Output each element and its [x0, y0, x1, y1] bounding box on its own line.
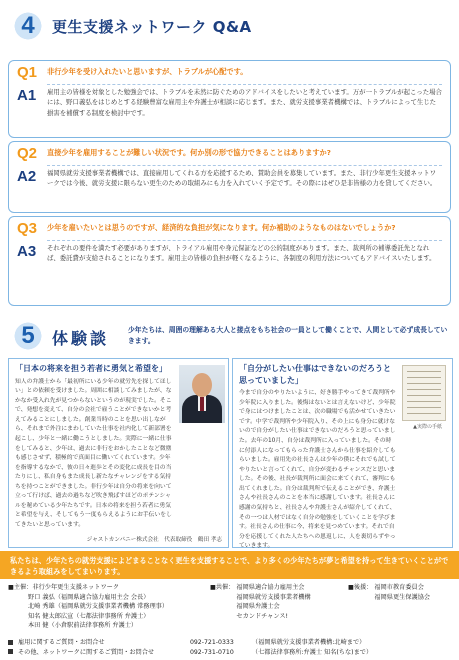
cosponsor-column [210, 583, 330, 621]
supporter-item: 福岡市教育委員会 [374, 584, 424, 591]
organizer-item: 北崎 秀雄（福岡県就労支援事業者機構 常務理事） [28, 603, 169, 611]
section-4-header [10, 10, 252, 42]
question-text: 少年を雇いたいとは思うのですが、経済的な負担が気になります。何か補助のようなものはないでしょうか? [47, 223, 396, 232]
testimonial-employer [8, 358, 229, 548]
organizer-item: 知名 健太郎広宣（七都法律事務所 弁護士） [28, 612, 150, 620]
a-label: A2 [17, 168, 37, 185]
a-label: A3 [17, 243, 37, 260]
contact-label: 雇用に関するご質問・お問合せ [17, 639, 105, 646]
organizer-column [8, 583, 208, 631]
appeal-banner [0, 551, 459, 579]
organizer-label: ■主催：非行少年更生支援ネットワーク [8, 584, 120, 591]
q-label: Q1 [17, 64, 38, 81]
answer-text: それぞれの要件を満たす必要がありますが、トライアル雇用や身元保証などの公的制度があります。また、裁判所の補導委託先となれば、委託費が支給されることになります。雇用主の皆様の負担が軽くなるように、各制度の利用方法についてもアドバイスいたします。 [47, 244, 436, 263]
supporter-column [348, 583, 454, 602]
testimonial-body: 知人の弁護士から「最初所にいる少年の就労先を探してほしい」との依頼を受けました。周囲に相談してみましたが、なかなか受入れ先が見つからないというのが現実でした。そこで、発想を変えて、自分の会社で雇うことができないかと考えてみることにしました。創業当時のことを思い出しながら、それまで外注にまわしていた仕事を社内化して新部署を起こし、少年と一緒に働こうとしました。実際に一緒に仕事をしてみると、少年は、過去に非行をおかしたことなど微塵も感じさせず、積極的で真面目に働いてくれています。少年を指導するなかで、彼の日々進歩とその変化に成長を目の当たりにし、私自身もまた成長し新たなチャレンジをする気持ちを持つことができました。非行少年は自分の将来を向いて立って行けば、過去の過ちなど吹き飛ばすほどのポテンシャルを秘めている少年たちです。日本の将来を担う若者に勇気と希望を与え、そしてもう一度もらえるようにお手伝いをしてきたいと思っています。 [15, 378, 172, 529]
cosponsor-label: ■共催： [210, 584, 235, 591]
answer-text: 雇用主の皆様を対象とした勉強会では、トラブルを未然に防ぐためのアドバイスをしたいと考えています。万が一トラブルが起こった場合には、野口義弘をはじめとする経験豊富な雇用主や弁護士が相談に応じます。また、就労支援事業者機構では、トラブルによって生じた損害を補償する制度を検討中です。 [47, 88, 442, 117]
supporter-label: ■後援： [348, 584, 373, 591]
contact-row [8, 638, 454, 648]
portrait-photo [179, 365, 225, 423]
q-label: Q2 [17, 145, 38, 162]
testimonial-title: 「日本の将来を担う若者に勇気と希望を」 [15, 364, 167, 373]
contact-phone: 092-731-0710 [189, 648, 234, 656]
question-text: 非行少年を受け入れたいと思いますが、トラブルが心配です。 [47, 67, 248, 76]
qa-block-1 [8, 60, 451, 138]
square-bullet-icon [8, 649, 13, 654]
testimonial-title: 「自分がしたい仕事はできないのだろうと思っていました」 [239, 364, 391, 385]
square-bullet-icon [8, 640, 13, 645]
a-label: A1 [17, 87, 37, 104]
section-number: 5 [10, 320, 46, 352]
section-lead: 少年たちは、周囲の理解ある大人と接点をもち社会の一員として働くことで、人間として必ず成長していきます。 [128, 326, 448, 345]
organizer-item: 本田 健（小倉駅前法律事務所 弁護士） [28, 622, 138, 630]
cosponsor-item: セカンドチャンス! [236, 612, 288, 620]
qa-block-3 [8, 216, 451, 306]
contact-note: （福岡県就労支援事業者機構:北崎まで） [251, 639, 366, 646]
testimonial-youth [232, 358, 453, 548]
supporter-item: 福岡県更生保護協会 [374, 593, 431, 601]
contact-phone: 092-721-0333 [189, 639, 234, 646]
contacts [8, 638, 454, 657]
q-label: Q3 [17, 220, 38, 237]
answer-text: 福岡県就労支援事業者機構では、直接雇用してくれる方を応援するため、賛助会員を募集しています。また、非行少年更生支援ネットワークでは今後、就労支援に限らない更生のための取組みにも力を入れていく予定です。その際にはぜひ是非皆様の力を貸してください。 [47, 169, 437, 188]
appeal-text: 私たちは、少年たちの就労支援によどまることなく更生を支援することで、より多くの少年たちが夢と希望を持って生きていくことができるよう取組みをしてまいります。 [10, 556, 449, 577]
cosponsor-item: 福岡県弁護士会 [236, 603, 280, 611]
testimonial-body: 今まで自分のやりたいように、好き勝手やってきて裁判所や少年院に入りました。後悔はないとは言えないけど、少年院で身にはつけましたことは、次の職場でも活かせていきたいです。中学で裁判所や少年院入り、その上にも身分に就けないので自分がしたい仕事はできないのだろうと思っていました。去年の10月、自分は裁判所に入っていました。その時に付添人になってもらった弁護士さんから仕事を紹介してもらいました。雇用先の社長さんは少年の僕にそれでも試してやりたいと言ってくれて、自分が変わるチャンスだと思いました。その後、社長が裁判所に面会に来てくれて、審判にも出てくれました。自分は裁判所で伝えることができ、弁護士さんや社長さんのことを本当に感謝しています。社長さんに感謝の気持ちと、社長さんや弁護士さんが紹介してくれて、その一つは人材ではなく自分の勉強をしていくことを学びます。社長さんの仕事に今、将来を見つめています。それで自分を応援してくれた人たちへの恩返しに、人を裏切らずやっていきます。 [239, 390, 396, 550]
section-number: 4 [10, 10, 46, 42]
contact-label: その他、ネットワークに関するご質問・お問合せ [17, 648, 155, 656]
contact-row [8, 648, 454, 658]
signature: ジャストカンパニー株式会社 代表取締役 鶴田 孝志 [86, 537, 222, 543]
section-title: 更生支援ネットワーク Q&A [52, 17, 252, 36]
letter-image [402, 365, 446, 421]
qa-block-2 [8, 141, 451, 213]
contact-note: （七都法律事務所:弁護士 知名(ちな)まで） [251, 648, 373, 656]
section-title: 体験談 [52, 329, 110, 348]
letter-caption: ▲実際の手紙 [413, 424, 442, 430]
question-text: 直接少年を雇用することが難しい状況です。何か別の形で協力できることはありますか? [47, 148, 331, 157]
cosponsor-item: 福岡県就労支援事業者機構 [236, 593, 311, 601]
organizer-item: 野口 義弘（福岡県適合協力雇用主会 会長） [28, 593, 150, 601]
cosponsor-item: 福岡県適合協力雇用主会 [236, 584, 305, 591]
